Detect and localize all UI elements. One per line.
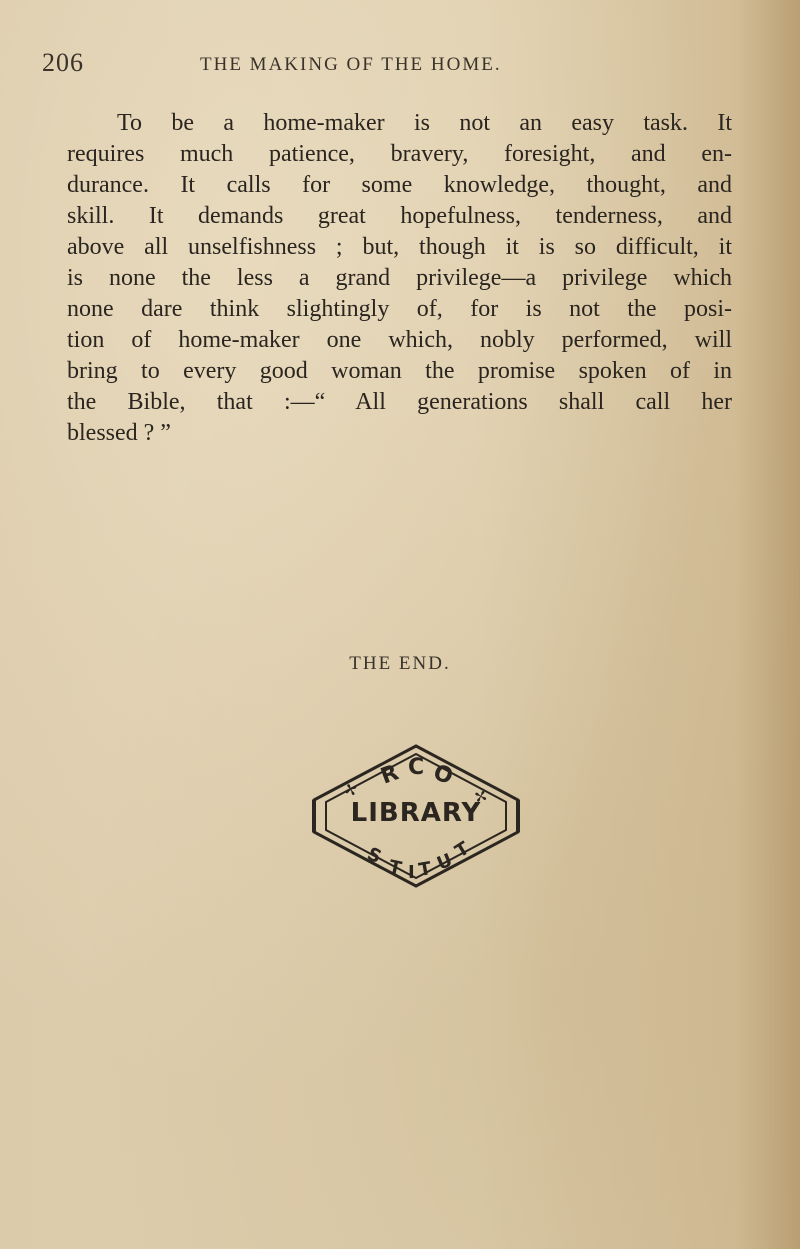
text-line: the Bible, that :—“ All generations shall call her xyxy=(67,389,732,415)
svg-text:S: S xyxy=(363,843,385,869)
svg-text:✢: ✢ xyxy=(470,785,492,809)
text-line: requires much patience, bravery, foresight, and en- xyxy=(67,141,732,167)
svg-text:U: U xyxy=(434,849,456,875)
text-line: above all unselfishness ; but, though it is so difficult, it xyxy=(67,234,732,260)
svg-text:✢: ✢ xyxy=(340,778,362,802)
running-head: THE MAKING OF THE HOME. xyxy=(200,54,502,75)
body-paragraph xyxy=(67,108,732,449)
text-line: is none the less a grand privilege—a privilege which xyxy=(67,265,732,291)
text-line: tion of home-maker one which, nobly performed, will xyxy=(67,327,732,353)
the-end-label: THE END. xyxy=(349,653,451,674)
svg-text:T: T xyxy=(417,858,433,881)
svg-text:R: R xyxy=(377,760,402,790)
library-stamp xyxy=(296,740,536,890)
text-line: skill. It demands great hopefulness, tenderness, and xyxy=(67,203,732,229)
page-number: 206 xyxy=(42,48,84,77)
svg-text:C: C xyxy=(408,755,425,780)
svg-text:T: T xyxy=(386,856,404,880)
svg-text:T: T xyxy=(451,837,474,863)
text-line: durance. It calls for some knowledge, thought, and xyxy=(67,172,732,198)
svg-text:O: O xyxy=(429,760,457,791)
svg-text:I: I xyxy=(408,862,415,883)
text-line: none dare think slightingly of, for is not the posi- xyxy=(67,296,732,322)
page-header xyxy=(0,48,800,88)
text-line: blessed ? ” xyxy=(67,420,171,446)
text-line: To be a home-maker is not an easy task. It xyxy=(117,110,732,136)
text-line: bring to every good woman the promise spoken of in xyxy=(67,358,732,384)
stamp-library-text: LIBRARY xyxy=(350,798,482,828)
